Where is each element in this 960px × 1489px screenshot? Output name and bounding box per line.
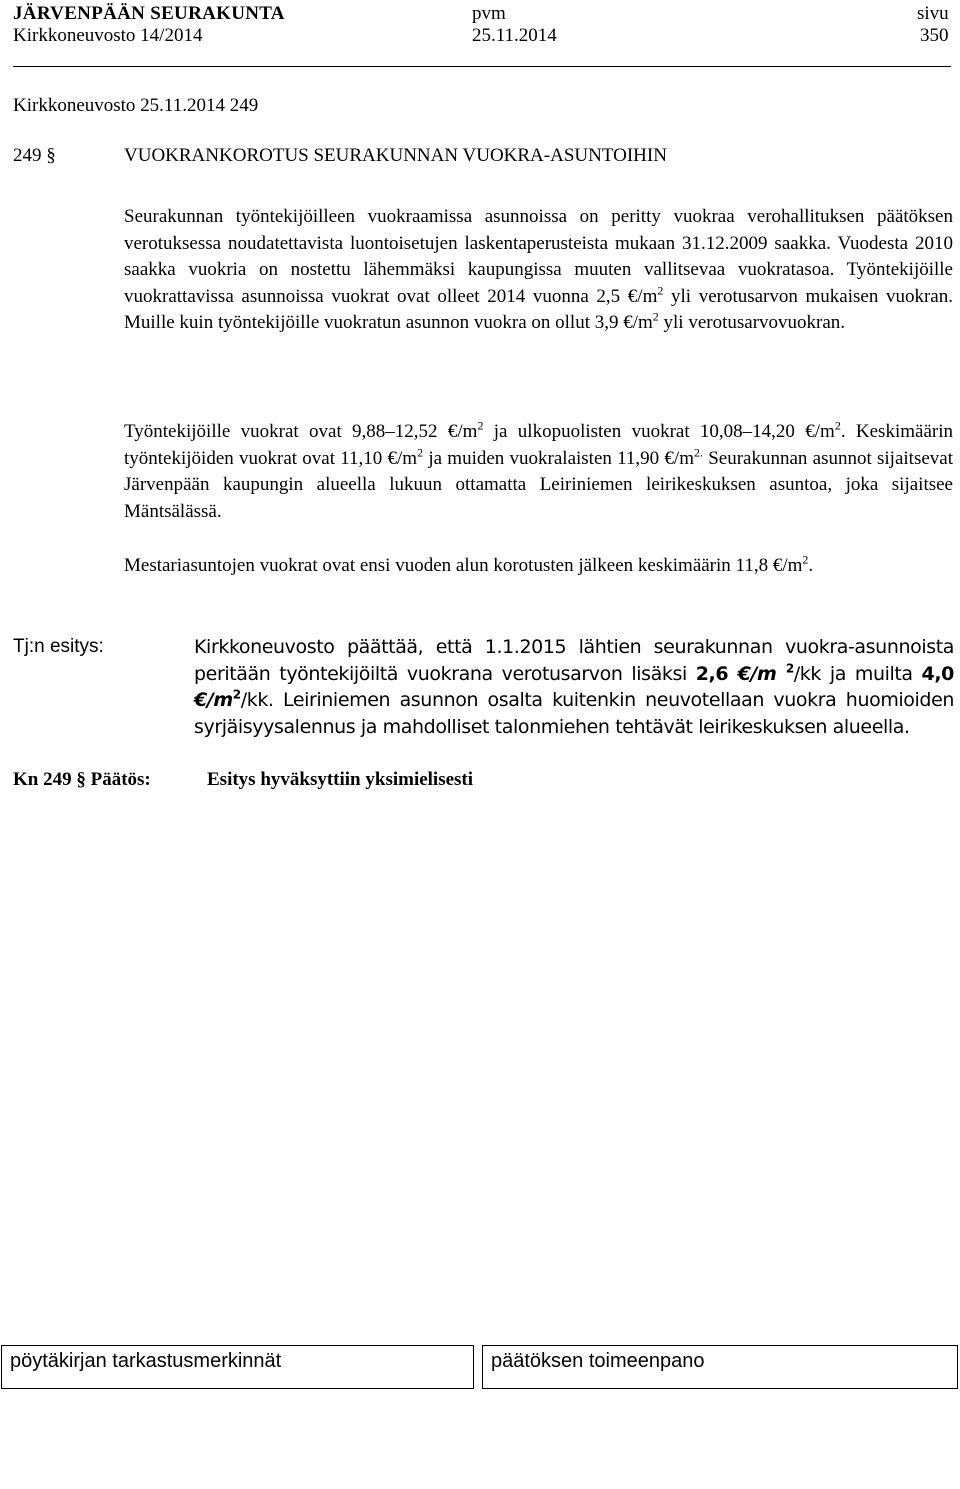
review-marks-label: pöytäkirjan tarkastusmerkinnät: [10, 1350, 282, 1372]
meeting-number: Kirkkoneuvosto 14/2014: [13, 25, 203, 46]
footer-review-box: [1, 1345, 474, 1389]
section-reference: Kirkkoneuvosto 25.11.2014 249: [13, 95, 259, 116]
text-run: Seurakunnan työntekijöilleen vuokraamissa asunnoissa on peritty vuokraa verohallituksen päätöksen verotuksessa noudatettavista luontoisetujen laskentaperusteista mukaan 31.12.2009 saakka. Vuodesta 2010 saakka vuokria on nostettu lähemmäksi kaupungissa muuten vallitsevaa vuokratasoa. Työntekijöille vuokrattavissa asunnoissa vuokrat ovat olleet 2014 vuonna 2,5 €/m: [124, 206, 953, 307]
section-sign: §: [76, 769, 86, 790]
text-run: ja muiden vuokralaisten 11,90 €/m: [423, 447, 694, 469]
superscript: 2.: [693, 445, 703, 460]
section-sign: §: [46, 145, 56, 166]
proposal-label: Tj:n esitys:: [13, 636, 104, 657]
item-title: VUOKRANKOROTUS SEURAKUNNAN VUOKRA-ASUNTOIHIN: [124, 145, 667, 166]
superscript: 2: [785, 661, 794, 676]
execution-label: päätöksen toimeenpano: [491, 1350, 705, 1372]
item-heading: [13, 145, 56, 167]
decision-label: [13, 769, 151, 791]
text-run: yli verotusarvon mukaisen vuokran. Muille kuin työntekijöille vuokratun asunnon vuokra on ollut 3,9 €/m: [124, 285, 953, 333]
item-number: 249: [13, 145, 42, 166]
text-run: ja ulkopuolisten vuokrat 10,08–14,20 €/m: [483, 421, 835, 442]
decision-number: Kn 249: [13, 769, 72, 790]
body-paragraph-1: [124, 204, 953, 337]
body-paragraph-2: [124, 419, 953, 525]
text-run: /kk ja muilta: [793, 662, 922, 685]
superscript: 2: [417, 445, 424, 460]
proposal-text: [194, 634, 954, 740]
decision-word: Päätös:: [90, 769, 151, 790]
superscript: 2: [802, 552, 809, 567]
text-run: yli verotusarvovuokran.: [658, 312, 846, 333]
page-number: 350: [920, 25, 949, 46]
text-run: Seurakunnan asunnot sijaitsevat Järvenpään kaupungin alueella lukuun ottamatta Leiriniemen leirikeskuksen asuntoa, joka sijaitsee Mäntsälässä.: [124, 447, 953, 522]
text-run: Työntekijöille vuokrat ovat 9,88–12,52 €/m: [124, 421, 478, 442]
meeting-date: 25.11.2014: [472, 25, 557, 46]
page-label: sivu: [917, 3, 949, 24]
text-run: Mestariasuntojen vuokrat ovat ensi vuoden alun korotusten jälkeen keskimäärin 11,8 €/m: [124, 555, 803, 576]
decision-text: Esitys hyväksyttiin yksimielisesti: [207, 769, 474, 790]
text-run: /kk. Leiriniemen asunnon osalta kuitenkin neuvotellaan vuokra huomioiden syrjäisyysalennus ja mahdolliset talonmiehen tehtävät leirikeskuksen alueella.: [194, 689, 954, 738]
superscript: 2: [477, 418, 484, 433]
org-name: JÄRVENPÄÄN SEURAKUNTA: [13, 3, 285, 24]
superscript: 2: [232, 687, 241, 702]
bold-value: 4,0: [921, 662, 954, 685]
footer-execution-box: [482, 1345, 958, 1389]
superscript: 2: [652, 309, 659, 324]
text-run: .: [808, 555, 814, 576]
superscript: 2: [834, 418, 841, 433]
text-run: . Keskimäärin työntekijöiden vuokrat ovat 11,10 €/m: [124, 421, 953, 469]
bold-value: 2,6: [695, 662, 738, 685]
date-label: pvm: [472, 3, 506, 24]
superscript: 2: [657, 283, 664, 298]
bold-unit: €/m: [194, 689, 233, 711]
body-paragraph-3: [124, 553, 953, 580]
text-run: Kirkkoneuvosto päättää, että 1.1.2015 lähtien seurakunnan vuokra-asunnoista peritään työntekijöiltä vuokrana verotusarvon lisäksi: [194, 636, 954, 685]
header-divider: [13, 66, 951, 67]
bold-unit: €/m: [737, 662, 786, 685]
